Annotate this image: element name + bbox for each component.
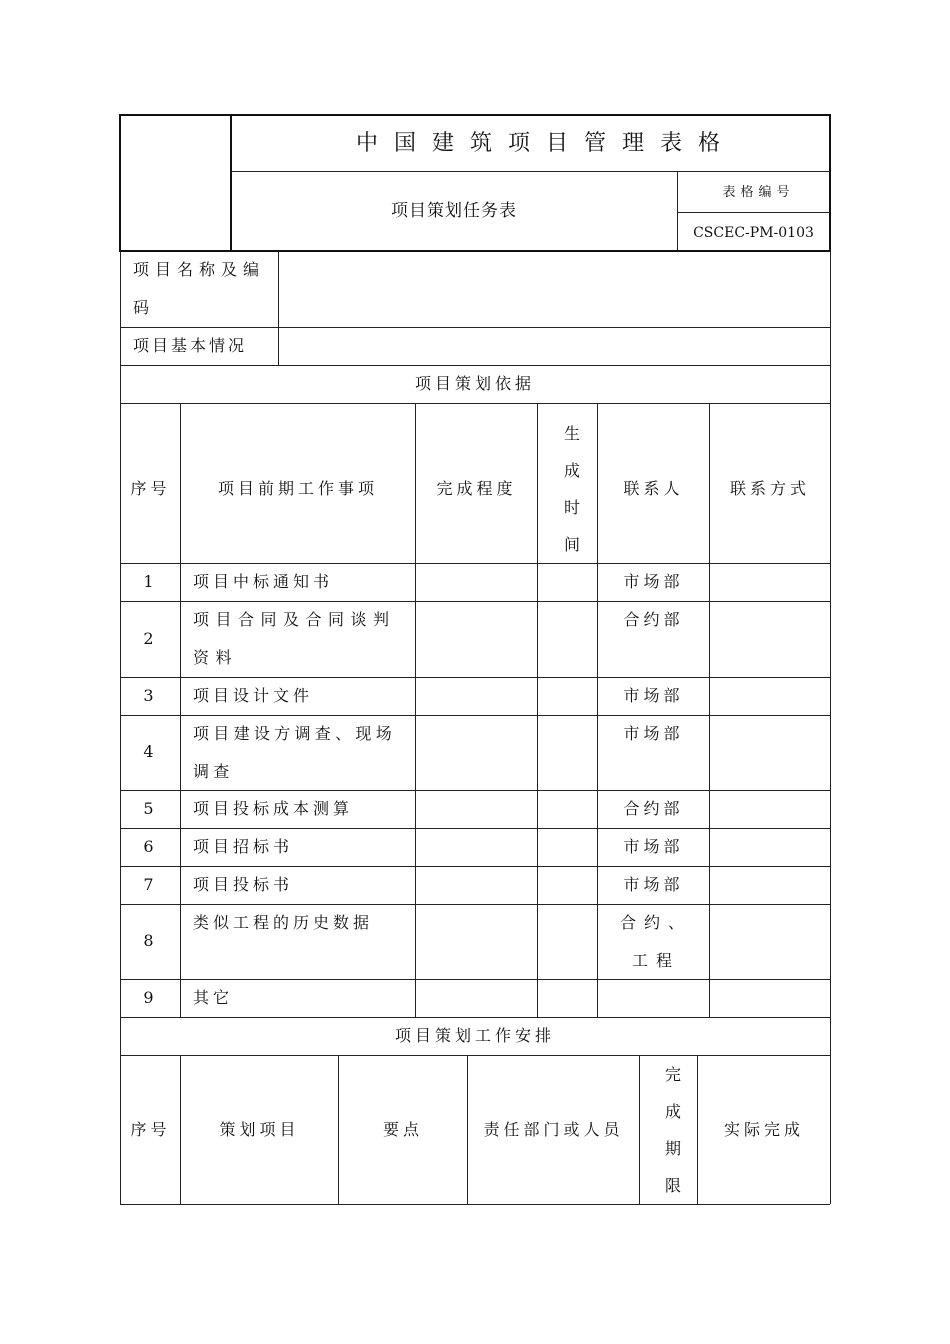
row-no: 2 xyxy=(143,629,158,648)
col-contact-info: 联系方式 xyxy=(729,479,810,498)
form-code-label: 表格编号 xyxy=(722,185,795,200)
col-pre-work-item: 项目前期工作事项 xyxy=(217,479,378,498)
col-plan-item: 策划项目 xyxy=(219,1120,300,1139)
row-contact: 市场部 xyxy=(623,572,684,591)
row-item: 项目投标成本测算 xyxy=(193,799,354,818)
logo-box xyxy=(121,116,230,250)
project-basic-label: 项目基本情况 xyxy=(133,336,248,355)
row-contact: 市场部 xyxy=(623,686,684,705)
row-item: 项目投标书 xyxy=(193,875,294,894)
row-no: 9 xyxy=(143,988,158,1007)
row-item: 项目中标通知书 xyxy=(193,572,334,591)
row-contact: 合约、工程 xyxy=(619,913,692,970)
col-key-points: 要点 xyxy=(382,1120,423,1139)
row-item: 其它 xyxy=(193,988,234,1007)
col-contact-person: 联系人 xyxy=(623,479,684,498)
col-completion: 完成程度 xyxy=(436,479,517,498)
row-no: 5 xyxy=(143,799,158,818)
row-contact: 市场部 xyxy=(623,724,684,743)
col-no: 序号 xyxy=(130,479,171,498)
row-no: 1 xyxy=(143,572,158,591)
row-no: 7 xyxy=(143,875,158,894)
row-no: 4 xyxy=(143,742,158,761)
row-item: 项目建设方调查、现场调查 xyxy=(193,724,397,781)
row-no: 6 xyxy=(143,837,158,856)
project-name-label: 项目名称及编码 xyxy=(133,260,266,317)
row-contact: 合约部 xyxy=(623,799,684,818)
col-responsible: 责任部门或人员 xyxy=(483,1120,624,1139)
col-generated-time: 生成时间 xyxy=(563,424,580,554)
basis-section-title: 项目策划依据 xyxy=(414,374,535,393)
row-item: 项目合同及合同谈判资料 xyxy=(193,610,396,667)
col-deadline: 完成期限 xyxy=(664,1065,681,1195)
form-name: 项目策划任务表 xyxy=(391,201,517,221)
project-name-value[interactable] xyxy=(279,252,829,327)
row-item: 类似工程的历史数据 xyxy=(193,913,374,932)
row-item: 项目招标书 xyxy=(193,837,294,856)
form-code: CSCEC-PM-0103 xyxy=(693,225,814,241)
row-no: 8 xyxy=(143,931,158,950)
project-basic-value[interactable] xyxy=(279,328,829,365)
row-contact: 市场部 xyxy=(623,875,684,894)
arrangement-section-title: 项目策划工作安排 xyxy=(394,1026,555,1045)
row-contact: 合约部 xyxy=(623,610,684,629)
page-title: 中国建筑项目管理表格 xyxy=(355,131,736,156)
row-no: 3 xyxy=(143,686,158,705)
row-contact: 市场部 xyxy=(623,837,684,856)
col-actual-completion: 实际完成 xyxy=(723,1120,804,1139)
row-item: 项目设计文件 xyxy=(193,686,314,705)
col-no: 序号 xyxy=(130,1120,171,1139)
